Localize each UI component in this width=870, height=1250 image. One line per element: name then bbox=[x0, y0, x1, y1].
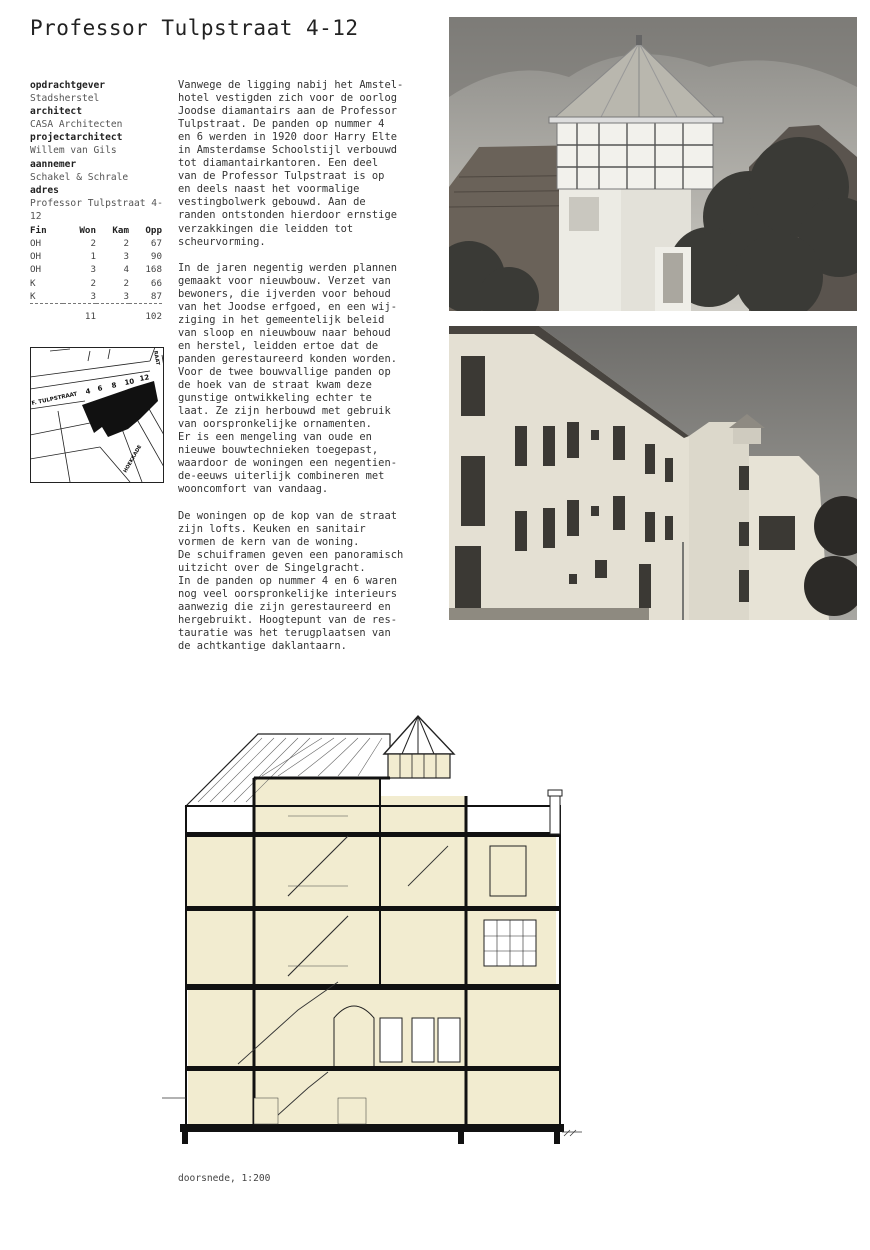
paragraph: Vanwege de ligging nabij het Amstel- hotel vestigden zich voor de oorlog Joodse diamantairs aan de Professor Tulpstraat. De panden op nummer 4 en 6 werden in 1920 door Harry Elte in Amsterdamse Schoolstijl verbouwd tot diamantairkantoren. Een deel van de Professor Tulpstraat is op en deels naast het voormalige vestingbolwerk gebouwd. Aan de randen ontstonden hierdoor ernstige verzakkingen die leidden tot scheurvorming. bbox=[178, 79, 404, 248]
credit-key: opdrachtgever bbox=[30, 80, 106, 91]
credit-value: Professor Tulpstraat 4-12 bbox=[30, 197, 163, 222]
table-row bbox=[30, 250, 162, 263]
table-header-row bbox=[30, 224, 162, 237]
credit-key: projectarchitect bbox=[30, 132, 123, 144]
credit-value: Willem van Gils bbox=[30, 145, 117, 157]
table-row bbox=[30, 237, 162, 250]
table-cell: 3 bbox=[90, 290, 96, 302]
column-header: Kam bbox=[112, 225, 129, 236]
map-house-number: 10 bbox=[123, 377, 135, 387]
table-cell: 4 bbox=[123, 264, 129, 276]
table-cell: 67 bbox=[150, 238, 162, 250]
building-section-drawing bbox=[158, 706, 588, 1152]
column-header: Fin bbox=[30, 225, 47, 236]
page-title: Professor Tulpstraat 4-12 bbox=[30, 16, 359, 40]
table-cell: 102 bbox=[145, 311, 162, 323]
table-cell: 11 bbox=[84, 311, 96, 323]
project-credits bbox=[30, 79, 170, 223]
table-totals-row bbox=[30, 310, 162, 323]
table-cell: 90 bbox=[150, 251, 162, 263]
table-row bbox=[30, 290, 162, 304]
paragraph: In de jaren negentig werden plannen gemaakt voor nieuwbouw. Verzet van bewoners, die ijverden voor behoud van het Joodse erfgoed, en een wij- ziging in het gemeentelijk beleid van sloop en nieuwbouw naar behoud en herstel, leidden ertoe dat de panden gerestaureerd konden worden. Voor de twee bouwvallige panden op de hoek van de straat kwam deze gunstige ontwikkeling echter te laat. Ze zijn herbouwd met gebruik van oorspronkelijke ornamenten. Er is een mengeling van oude en nieuwe bouwtechnieken toegepast, waardoor de woningen een negentien- de-eeuws uiterlijk combineren met wooncomfort van vandaag. bbox=[178, 261, 397, 496]
credit-value: Stadsherstel bbox=[30, 93, 100, 105]
table-cell: OH bbox=[30, 264, 42, 276]
table-cell: K bbox=[30, 290, 36, 302]
table-cell: 2 bbox=[90, 277, 96, 289]
column-header: Opp bbox=[145, 225, 162, 236]
table-cell bbox=[30, 310, 63, 323]
credit-key: architect bbox=[30, 106, 82, 118]
table-cell: 168 bbox=[145, 264, 162, 276]
table-cell: 3 bbox=[90, 264, 96, 276]
credit-key: aannemer bbox=[30, 158, 77, 170]
table-cell: 2 bbox=[123, 277, 129, 289]
table-cell bbox=[96, 310, 129, 323]
map-house-number: 6 bbox=[96, 384, 104, 393]
paragraph: De woningen op de kop van de straat zijn lofts. Keuken en sanitair vormen de kern van de woning. De schuiframen geven een panoramisch uitzicht over de Singelgracht. In de panden op nummer 4 en 6 waren nog veel oorspronkelijke interieurs aanwezig die zijn gerestaureerd en hergebruikt. Hoogtepunt van de res- tauratie was het terugplaatsen van de achtkantige daklantaarn. bbox=[178, 509, 404, 653]
map-corner-label: RAAT bbox=[152, 350, 161, 366]
map-street-label: F. TULPSTRAAT bbox=[31, 391, 78, 407]
table-cell: 1 bbox=[90, 251, 96, 263]
table-cell: 87 bbox=[150, 290, 162, 302]
map-house-number: 4 bbox=[84, 387, 92, 396]
units-table bbox=[30, 224, 162, 323]
credit-value: Schakel & Schrale bbox=[30, 171, 129, 183]
table-cell: K bbox=[30, 277, 36, 289]
map-side-street-label: HOEKKADE bbox=[122, 444, 144, 474]
table-cell: OH bbox=[30, 251, 42, 263]
table-cell: 2 bbox=[123, 238, 129, 250]
location-map bbox=[30, 347, 164, 483]
column-header: Won bbox=[79, 225, 96, 236]
article-body bbox=[178, 79, 428, 666]
table-cell: 3 bbox=[123, 290, 129, 302]
map-house-number: 8 bbox=[110, 381, 118, 390]
table-cell: 2 bbox=[90, 238, 96, 250]
credit-value: CASA Architecten bbox=[30, 119, 123, 131]
table-row bbox=[30, 277, 162, 290]
facade-photo bbox=[449, 326, 857, 620]
map-house-number: 12 bbox=[138, 373, 150, 383]
credit-key: adres bbox=[30, 184, 59, 196]
table-cell: OH bbox=[30, 238, 42, 250]
table-row bbox=[30, 263, 162, 276]
lantern-tower-photo bbox=[449, 17, 857, 311]
table-cell: 3 bbox=[123, 251, 129, 263]
table-cell: 66 bbox=[150, 277, 162, 289]
drawing-caption: doorsnede, 1:200 bbox=[178, 1173, 271, 1184]
